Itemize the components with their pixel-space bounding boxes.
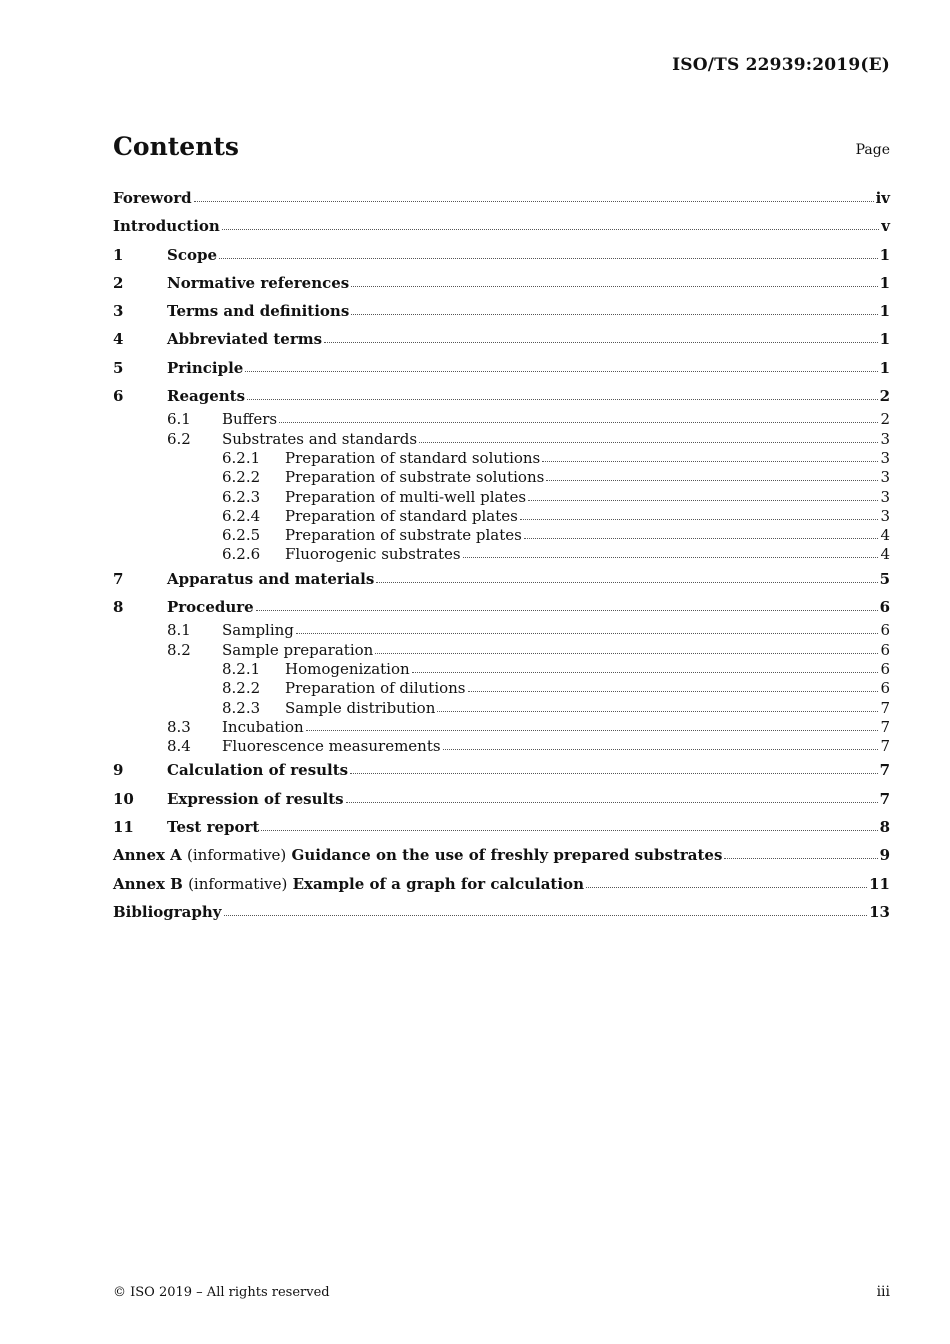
- toc-entry[interactable]: [113, 449, 890, 468]
- toc-entry[interactable]: [113, 699, 890, 718]
- dot-leader: [219, 256, 878, 259]
- dot-leader: [546, 478, 878, 481]
- annex-a-prefix: Annex A: [113, 846, 182, 865]
- toc-page-column-label: Page: [855, 142, 890, 158]
- toc-entry-page: 6: [880, 659, 890, 678]
- toc-entry[interactable]: [113, 354, 890, 382]
- toc-entry-number: 8: [113, 598, 124, 617]
- dot-leader: [224, 913, 868, 916]
- toc-entry-page: 7: [880, 717, 890, 736]
- toc-entry-label: Reagents: [167, 387, 246, 406]
- toc-entry-label: Buffers: [222, 410, 278, 429]
- toc-entry[interactable]: [113, 488, 890, 507]
- toc-entry-page: 6: [880, 640, 890, 659]
- toc-entry[interactable]: [113, 382, 890, 410]
- toc-bibliography[interactable]: [113, 898, 890, 926]
- toc-entry-label: Procedure: [167, 598, 254, 617]
- dot-leader: [586, 885, 867, 888]
- toc-entry-page: 6: [880, 621, 890, 640]
- dot-leader: [247, 397, 878, 400]
- toc-entry-page: 3: [880, 448, 890, 467]
- toc-entry-label: Substrates and standards: [222, 429, 418, 448]
- toc-entry-page: 1: [879, 245, 890, 264]
- toc-entry-label: Preparation of substrate plates: [285, 526, 522, 545]
- bibliography-page: 13: [869, 902, 890, 921]
- toc-entry-page: 5: [879, 569, 890, 588]
- toc-entry-number: 6.2.3: [222, 487, 261, 506]
- toc-entry-page: 7: [879, 789, 890, 808]
- toc-entry-label: Normative references: [167, 273, 350, 292]
- toc-entry-number: 8.2.2: [222, 679, 261, 698]
- dot-leader: [724, 856, 877, 859]
- toc-entry[interactable]: [113, 410, 890, 429]
- toc-entry[interactable]: [113, 212, 890, 240]
- dot-leader: [296, 631, 879, 634]
- dot-leader: [351, 284, 877, 287]
- toc-entry-page: 3: [880, 429, 890, 448]
- toc-entry-number: 3: [113, 302, 124, 321]
- toc-entry-label: Preparation of multi-well plates: [285, 487, 527, 506]
- toc-entry[interactable]: [113, 593, 890, 621]
- toc-entry[interactable]: [113, 641, 890, 660]
- toc-entry-label: Sampling: [222, 621, 294, 640]
- toc-entry[interactable]: [113, 565, 890, 593]
- toc-entry-number: 9: [113, 761, 124, 780]
- toc-entry-page: 4: [880, 545, 890, 564]
- toc-entry-page: v: [881, 217, 890, 236]
- toc-entry[interactable]: [113, 737, 890, 756]
- toc-entry-number: 11: [113, 818, 134, 837]
- toc-entry-page: 1: [879, 330, 890, 349]
- toc-entry-label: Test report: [167, 818, 260, 837]
- toc-entry-label: Principle: [167, 358, 244, 377]
- toc-entry-number: 4: [113, 330, 124, 349]
- toc-entry-number: 5: [113, 358, 124, 377]
- toc-entry-label: Preparation of standard solutions: [285, 448, 541, 467]
- dot-leader: [524, 536, 879, 539]
- document-header-id: ISO/TS 22939:2019(E): [672, 55, 890, 75]
- toc-entry-page: 2: [880, 410, 890, 429]
- toc-entry[interactable]: [113, 660, 890, 679]
- footer-copyright: © ISO 2019 – All rights reserved: [113, 1285, 330, 1300]
- toc-entry[interactable]: [113, 325, 890, 353]
- dot-leader: [350, 771, 877, 774]
- toc-entry-page: 3: [880, 468, 890, 487]
- dot-leader: [245, 369, 877, 372]
- toc-entry[interactable]: [113, 545, 890, 564]
- toc-entry-page: 3: [880, 506, 890, 525]
- toc-entry-number: 6.1: [167, 410, 191, 429]
- dot-leader: [256, 608, 878, 611]
- toc-entry-page: 1: [879, 273, 890, 292]
- dot-leader: [376, 580, 877, 583]
- toc-entry-page: 6: [880, 679, 890, 698]
- toc-entry-number: 8.3: [167, 717, 191, 736]
- toc-entry-number: 6.2.5: [222, 526, 261, 545]
- annex-b-page: 11: [869, 874, 890, 893]
- annex-a-title: Guidance on the use of freshly prepared substrates: [291, 846, 723, 865]
- toc-entry-page: 7: [879, 761, 890, 780]
- toc-title: Contents: [113, 132, 240, 161]
- toc-entry[interactable]: [113, 269, 890, 297]
- toc-entry-page: 7: [880, 698, 890, 717]
- toc-entry-label: Apparatus and materials: [167, 569, 375, 588]
- toc-entry-number: 6.2.4: [222, 506, 261, 525]
- toc-entry-page: 8: [879, 818, 890, 837]
- toc-entry-number: 2: [113, 273, 124, 292]
- annex-b-title: Example of a graph for calculation: [292, 874, 584, 893]
- toc-entry[interactable]: [113, 813, 890, 841]
- toc-entry-label: Fluorescence measurements: [222, 737, 441, 756]
- toc-entry-label: Fluorogenic substrates: [285, 545, 461, 564]
- toc-entry[interactable]: [113, 507, 890, 526]
- dot-leader: [520, 517, 879, 520]
- toc-entry-label: Preparation of substrate solutions: [285, 468, 545, 487]
- toc-entry[interactable]: [113, 621, 890, 640]
- toc-entry[interactable]: [113, 468, 890, 487]
- dot-leader: [222, 227, 879, 230]
- toc-annex-a[interactable]: [113, 841, 890, 869]
- dot-leader: [412, 670, 879, 673]
- toc-entries: [113, 184, 890, 841]
- toc-entry[interactable]: [113, 756, 890, 784]
- toc-entry-label: Sample preparation: [222, 640, 374, 659]
- toc-entry-label: Preparation of standard plates: [285, 506, 518, 525]
- toc-entry-label: Scope: [167, 245, 218, 264]
- toc-entry-label: Terms and definitions: [167, 302, 350, 321]
- toc-entry-number: 8.4: [167, 737, 191, 756]
- toc-entry-number: 1: [113, 245, 124, 264]
- dot-leader: [463, 555, 879, 558]
- annex-a-type: (informative): [187, 846, 287, 865]
- toc-entry-number: 8.2: [167, 640, 191, 659]
- toc-entry-label: Incubation: [222, 717, 304, 736]
- toc-entry-number: 6.2: [167, 429, 191, 448]
- dot-leader: [528, 498, 878, 501]
- dot-leader: [437, 709, 878, 712]
- toc-entry-page: 1: [879, 358, 890, 377]
- dot-leader: [324, 340, 877, 343]
- toc-entry[interactable]: [113, 297, 890, 325]
- toc-entry-number: 6.2.6: [222, 545, 261, 564]
- toc-entry[interactable]: [113, 241, 890, 269]
- toc-entry-page: iv: [875, 189, 890, 207]
- toc-annex-b[interactable]: [113, 870, 890, 898]
- annex-b-prefix: Annex B: [113, 874, 183, 893]
- toc-entry[interactable]: [113, 679, 890, 698]
- toc-entry-label: Preparation of dilutions: [285, 679, 466, 698]
- dot-leader: [194, 199, 874, 202]
- annex-b-type: (informative): [188, 874, 288, 893]
- toc-entry[interactable]: [113, 184, 890, 212]
- dot-leader: [443, 747, 879, 750]
- table-of-contents: [113, 184, 890, 926]
- toc-entry-number: 6.2.2: [222, 468, 261, 487]
- toc-entry-number: 7: [113, 569, 124, 588]
- toc-entry-page: 7: [880, 737, 890, 756]
- dot-leader: [279, 420, 878, 423]
- dot-leader: [306, 728, 879, 731]
- toc-entry-page: 1: [879, 302, 890, 321]
- toc-entry-label: Homogenization: [285, 659, 410, 678]
- bibliography-label: Bibliography: [113, 902, 222, 921]
- toc-entry-number: 8.2.1: [222, 659, 261, 678]
- dot-leader: [261, 828, 877, 831]
- dot-leader: [346, 800, 878, 803]
- dot-leader: [468, 689, 879, 692]
- toc-entry-page: 6: [879, 598, 890, 617]
- toc-entry-label: Sample distribution: [285, 698, 436, 717]
- toc-entry-number: 8.1: [167, 621, 191, 640]
- dot-leader: [351, 312, 877, 315]
- toc-entry-label: Abbreviated terms: [167, 330, 323, 349]
- toc-entry-label: Calculation of results: [167, 761, 349, 780]
- toc-entry[interactable]: [113, 785, 890, 813]
- toc-entry[interactable]: [113, 430, 890, 449]
- toc-entry-number: 8.2.3: [222, 698, 261, 717]
- toc-entry-label: Expression of results: [167, 789, 344, 808]
- toc-entry[interactable]: [113, 526, 890, 545]
- toc-entry-label: Foreword: [113, 189, 192, 207]
- toc-entry-number: 10: [113, 789, 134, 808]
- toc-entry-label: Introduction: [113, 217, 220, 236]
- toc-entry-number: 6.2.1: [222, 448, 261, 467]
- toc-entry-number: 6: [113, 387, 124, 406]
- dot-leader: [419, 440, 878, 443]
- dot-leader: [375, 651, 878, 654]
- toc-entry[interactable]: [113, 718, 890, 737]
- toc-entry-page: 3: [880, 487, 890, 506]
- toc-entry-page: 4: [880, 526, 890, 545]
- annex-a-page: 9: [879, 846, 890, 865]
- toc-entry-page: 2: [879, 387, 890, 406]
- footer-page-number: iii: [876, 1284, 890, 1300]
- dot-leader: [542, 459, 878, 462]
